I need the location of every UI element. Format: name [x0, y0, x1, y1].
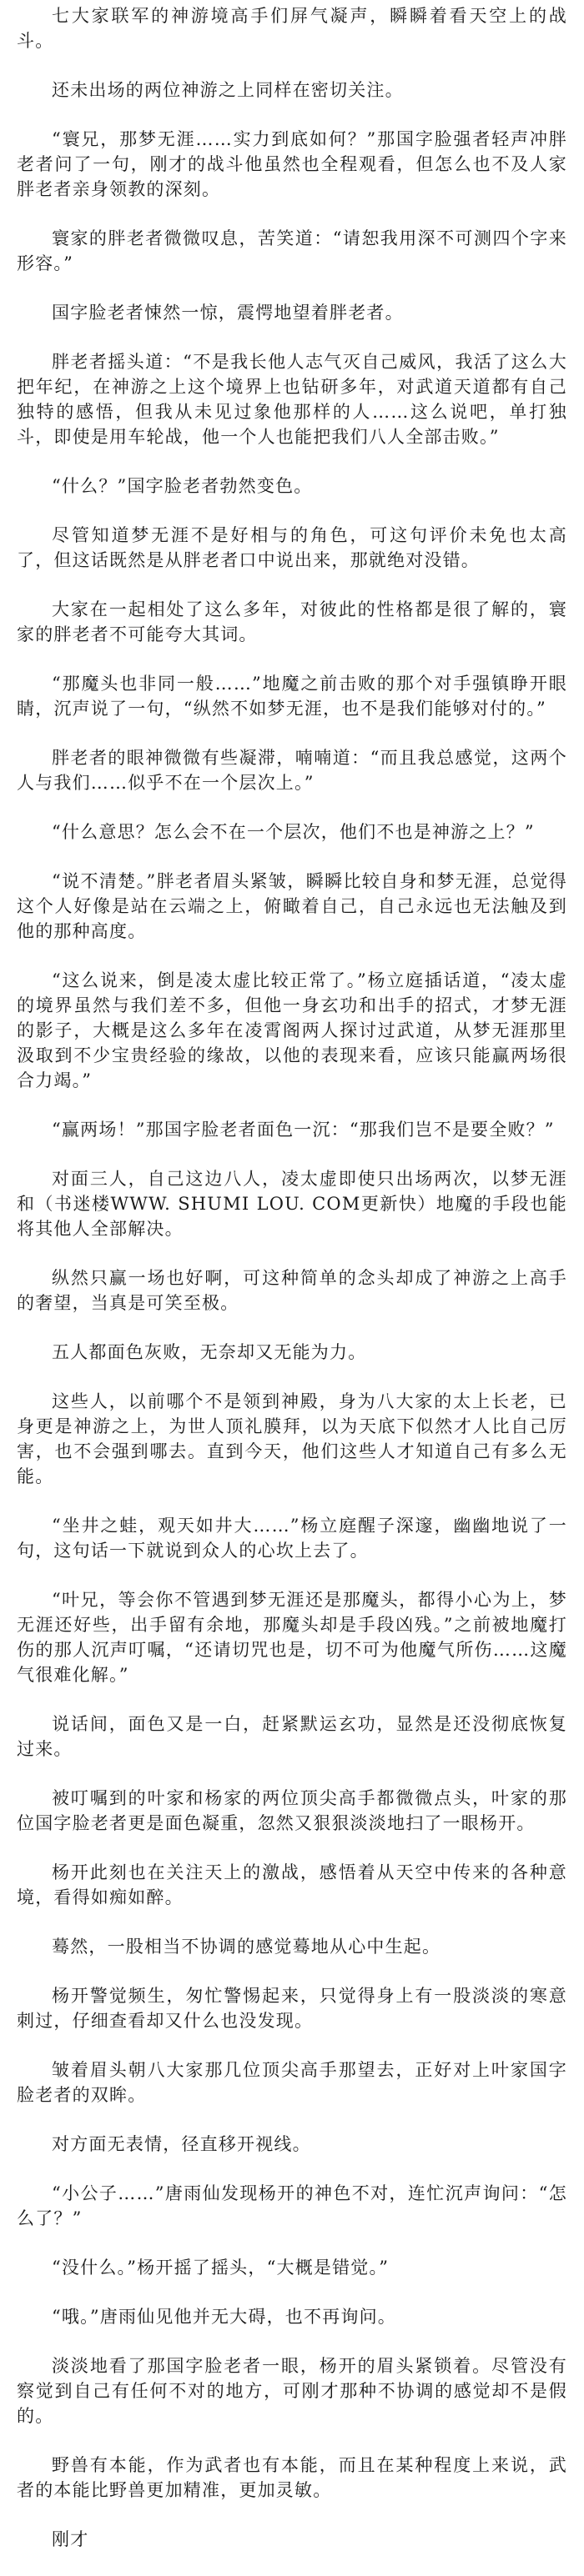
paragraph-23: 被叮嘱到的叶家和杨家的两位顶尖高手都微微点头，叶家的那位国字脸老者更是面色凝重，忽然又狠狠淡淡地扫了一眼杨开。 — [17, 1788, 567, 1833]
paragraph-17: 纵然只赢一场也好啊，可这种简单的念头却成了神游之上高手的奢望，当真是可笑至极。 — [17, 1268, 567, 1313]
paragraph-22: 说话间，面色又是一白，赶紧默运玄功，显然是还没彻底恢复过来。 — [17, 1714, 567, 1759]
paragraph-27: 皱着眉头朝八大家那几位顶尖高手那望去，正好对上叶家国字脸老者的双眸。 — [17, 2060, 567, 2105]
paragraph-30: “没什么。”杨开摇了摇头，“大概是错觉。” — [52, 2258, 390, 2278]
paragraph-18: 五人都面色灰败，无奈却又无能为力。 — [52, 1342, 367, 1362]
paragraph-1: 七大家联军的神游境高手们屏气凝声，瞬瞬着看天空上的战斗。 — [17, 6, 567, 51]
paragraph-10: “那魔头也非同一般……”地魔之前击败的那个对手强镇睁开眼睛，沉声说了一句，“纵然不如梦无涯，也不是我们能够对付的。” — [17, 674, 567, 719]
paragraph-16: 对面三人，自己这边八人，凌太虚即使只出场两次，以梦无涯和（书迷楼WWW. SHUMI LOU. COM更新快）地魔的手段也能将其他人全部解决。 — [17, 1169, 567, 1239]
paragraph-29: “小公子……”唐雨仙发现杨开的神色不对，连忙沉声询问：“怎么了？” — [17, 2183, 567, 2228]
paragraph-12: “什么意思？怎么会不在一个层次，他们不也是神游之上？” — [52, 822, 535, 842]
paragraph-13: “说不清楚。”胖老者眉头紧皱，瞬瞬比较自身和梦无涯，总觉得这个人好像是站在云端之上，俯瞰着自己，自己永远也无法触及到他的那种高度。 — [17, 871, 567, 941]
paragraph-5: 国字脸老者悚然一惊，震愕地望着胖老者。 — [52, 303, 404, 323]
paragraph-32: 淡淡地看了那国字脸老者一眼，杨开的眉头紧锁着。尽管没有察觉到自己有任何不对的地方，可刚才那种不协调的感觉却不是假的。 — [17, 2356, 567, 2426]
paragraph-34: 刚才 — [52, 2529, 89, 2549]
paragraph-2: 还未出场的两位神游之上同样在密切关注。 — [52, 80, 404, 100]
paragraph-14: “这么说来，倒是凌太虚比较正常了。”杨立庭插话道，“凌太虚的境界虽然与我们差不多，但他一身玄功和出手的招式，才梦无涯的影子，大概是这么多年在凌霄阁两人探讨过武道，从梦无涯那里汲取到不少宝贵经验的缘故，以他的表现来看，应该只能赢两场很合力竭。” — [17, 970, 567, 1090]
paragraph-26: 杨开警觉频生，匆忙警惕起来，只觉得身上有一股淡淡的寒意刺过，仔细查看却又什么也没发现。 — [17, 1986, 567, 2031]
paragraph-9: 大家在一起相处了这么多年，对彼此的性格都是很了解的，寰家的胖老者不可能夸大其词。 — [17, 599, 567, 644]
paragraph-4: 寰家的胖老者微微叹息，苦笑道：“请恕我用深不可测四个字来形容。” — [17, 228, 567, 273]
paragraph-19: 这些人，以前哪个不是领到神殿，身为八大家的太上长老，已身更是神游之上，为世人顶礼膜拜，以为天底下似然才人比自己厉害，也不会强到哪去。直到今天，他们这些人才知道自己有多么无能。 — [17, 1391, 567, 1486]
paragraph-11: 胖老者的眼神微微有些凝滞，喃喃道：“而且我总感觉，这两个人与我们……似乎不在一个层次上。” — [17, 748, 567, 793]
paragraph-21: “叶兄，等会你不管遇到梦无涯还是那魔头，都得小心为上，梦无涯还好些，出手留有余地，那魔头却是手段凶残。”之前被地魔打伤的那人沉声叮嘱，“还请切咒也是，切不可为他魔气所伤……这魔气很难化解。” — [17, 1590, 567, 1685]
paragraph-15: “赢两场！”那国字脸老者面色一沉：“那我们岂不是要全败？” — [52, 1120, 555, 1140]
paragraph-25: 蓦然，一股相当不协调的感觉蓦地从心中生起。 — [52, 1937, 441, 1957]
paragraph-8: 尽管知道梦无涯不是好相与的角色，可这句评价未免也太高了，但这话既然是从胖老者口中说出来，那就绝对没错。 — [17, 525, 567, 570]
paragraph-7: “什么？”国字脸老者勃然变色。 — [52, 476, 313, 496]
paragraph-3: “寰兄，那梦无涯……实力到底如何？”那国字脸强者轻声冲胖老者问了一句，刚才的战斗他虽然也全程观看，但怎么也不及人家胖老者亲身领教的深刻。 — [17, 129, 567, 199]
paragraph-33: 野兽有本能，作为武者也有本能，而且在某种程度上来说，武者的本能比野兽更加精准，更加灵敏。 — [17, 2455, 567, 2500]
paragraph-20: “坐井之蛙，观天如井大……”杨立庭醒子深邃，幽幽地说了一句，这句话一下就说到众人的心坎上去了。 — [17, 1516, 567, 1561]
paragraph-31: “哦。”唐雨仙见他并无大碍，也不再询问。 — [52, 2307, 396, 2327]
paragraph-28: 对方面无表情，径直移开视线。 — [52, 2134, 311, 2154]
paragraph-24: 杨开此刻也在关注天上的激战，感悟着从天空中传来的各种意境，看得如痴如醉。 — [17, 1862, 567, 1907]
paragraph-6: 胖老者摇头道：“不是我长他人志气灭自己威风，我活了这么大把年纪，在神游之上这个境界上也钻研多年，对武道天道都有自己独特的感悟，但我从未见过象他那样的人……这么说吧，单打独斗，即使是用车轮战，他一个人也能把我们八人全部击败。” — [17, 352, 567, 447]
